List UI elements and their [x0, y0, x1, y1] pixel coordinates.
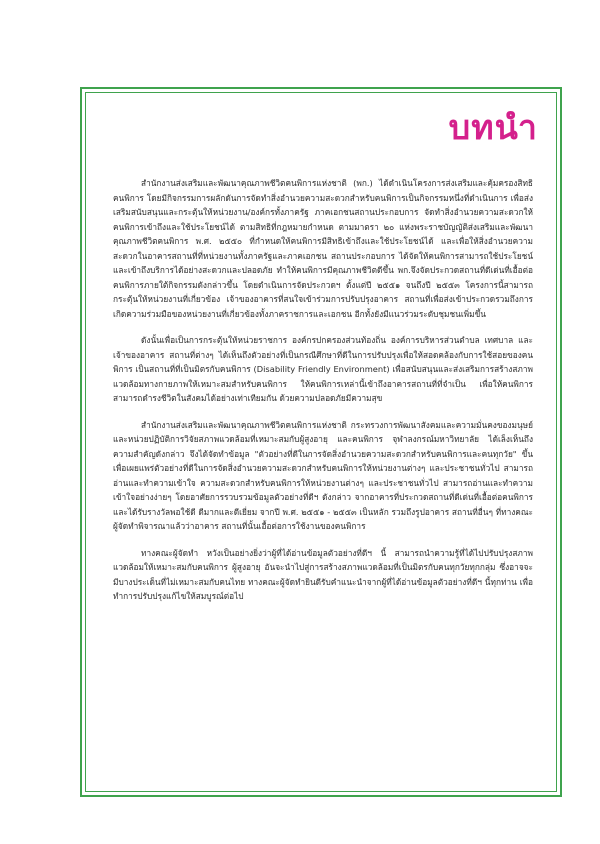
- paragraph-4: ทางคณะผู้จัดทำ หวังเป็นอย่างยิ่งว่าผู้ที่ได้อ่านข้อมูลตัวอย่างที่ดีฯ นี้ สามารถนำความรู้ที่ได้ไปปรับปรุงสภาพแวดล้อมให้เหมาะสมกับคนพิการ ผู้สูงอายุ อันจะนำไปสู่การสร้างสภาพแวดล้อมที่เป็นมิตรกับคนทุกวัยทุกกลุ่ม ซึ่งอาจจะมีบางประเด็นที่ไม่เหมาะสมกับคนไทย ทางคณะผู้จัดทำยินดีรับคำแนะนำจากผู้ที่ได้อ่านข้อมูลตัวอย่างที่ดีฯ นี้ทุกท่าน เพื่อทำการปรับปรุงแก้ไขให้สมบูรณ์ต่อไป: [113, 547, 533, 601]
- page-title: บทนำ: [448, 108, 538, 148]
- paragraph-1: สำนักงานส่งเสริมและพัฒนาคุณภาพชีวิตคนพิการแห่งชาติ (พก.) ได้ดำเนินโครงการส่งเสริมและคุ้มครองสิทธิคนพิการ โดยมีกิจกรรมการผลักดันการจัดทำสิ่งอำนวยความสะดวกสำหรับคนพิการเป็นกิจกรรมหนึ่งที่ดำเนินการ เพื่อส่งเสริมสนับสนุนและกระตุ้นให้หน่วยงาน/องค์กรทั้งภาครัฐ ภาคเอกชนสถานประกอบการ จัดทำสิ่งอำนวยความสะดวกให้คนพิการเข้าถึงและใช้ประโยชน์ได้ ตามสิทธิที่กฎหมายกำหนด ตามมาตรา ๒๐ แห่งพระราชบัญญัติส่งเสริมและพัฒนาคุณภาพชีวิตคนพิการ พ.ศ. ๒๕๕๐ ที่กำหนดให้คนพิการมีสิทธิเข้าถึงและใช้ประโยชน์ได้ และเพื่อให้สิ่งอำนวยความสะดวกในอาคารสถานที่ที่หน่วยงานทั้งภาครัฐและภาคเอกชน สถานประกอบการ ได้จัดให้คนพิการสามารถใช้ประโยชน์และเข้าถึงบริการได้อย่างสะดวกและปลอดภัย ทำให้คนพิการมีคุณภาพชีวิตดีขึ้น พก.จึงจัดประกวดสถานที่ดีเด่นที่เอื้อต่อคนพิการภายใต้กิจกรรมดังกล่าวขึ้น โดยดำเนินการจัดประกวดฯ ตั้งแต่ปี ๒๕๕๑ จนถึงปี ๒๕๕๓ โครงการนี้สามารถกระตุ้นให้หน่วยงานที่เกี่ยวข้อง เจ้าของอาคารที่สนใจเข้าร่วมการปรับปรุงอาคาร สถานที่เพื่อส่งเข้าประกวดรวมถึงการเกิดความร่วมมือของหน่วยงานที่เกี่ยวข้องทั้งภาคราชการและเอกชน อีกทั้งยังมีแนวร่วมระดับชุมชนเพิ่มขึ้น: [113, 178, 533, 319]
- paragraph-3: สำนักงานส่งเสริมและพัฒนาคุณภาพชีวิตคนพิการแห่งชาติ กระทรวงการพัฒนาสังคมและความมั่นคงของมนุษย์ และหน่วยปฏิบัติการวิจัยสภาพแวดล้อมที่เหมาะสมกับผู้สูงอายุ และคนพิการ จุฬาลงกรณ์มหาวิทยาลัย ได้เล็งเห็นถึงความสำคัญดังกล่าว จึงได้จัดทำข้อมูล "ตัวอย่างที่ดีในการจัดสิ่งอำนวยความสะดวกสำหรับคนพิการและคนทุกวัย" ขึ้น เพื่อเผยแพร่ตัวอย่างที่ดีในการจัดสิ่งอำนวยความสะดวกสำหรับคนพิการให้หน่วยงานต่างๆ และประชาชนทั่วไป สามารถอ่านและทำความเข้าใจ ความสะดวกสำหรับคนพิการให้หน่วยงานต่างๆ และประชาชนทั่วไป สามารถอ่านและทำความเข้าใจอย่างง่ายๆ โดยอาศัยการรวบรวมข้อมูลตัวอย่างที่ดีฯ ดังกล่าว จากอาคารที่ประกวดสถานที่ดีเด่นที่เอื้อต่อคนพิการและได้รับรางวัลพอใช้ดี ดีมากและดีเยี่ยม จากปี พ.ศ. ๒๕๕๑ - ๒๕๕๓ เป็นหลัก รวมถึงรูปอาคาร สถานที่อื่นๆ ที่ทางคณะผู้จัดทำพิจารณาแล้วว่าอาคาร สถานที่นั้นเอื้อต่อการใช้งานของคนพิการ: [113, 419, 533, 531]
- paragraph-2: ดังนั้นเพื่อเป็นการกระตุ้นให้หน่วยราชการ องค์กรปกครองส่วนท้องถิ่น องค์การบริหารส่วนตำบล เทศบาล และเจ้าของอาคาร สถานที่ต่างๆ ได้เห็นถึงตัวอย่างที่เป็นกรณีศึกษาที่ดีในการปรับปรุงเพื่อให้สอดคล้องกับการใช้สอยของคนพิการ เป็นสถานที่ที่เป็นมิตรกับคนพิการ (Disability Friendly Environment) เพื่อสนับสนุนและส่งเสริมการสร้างสภาพแวดล้อมทางกายภาพให้เหมาะสมสำหรับคนพิการ ให้คนพิการเหล่านี้เข้าถึงอาคารสถานที่ที่จำเป็น เพื่อให้คนพิการสามารถดำรงชีวิตในสังคมได้อย่างเท่าเทียมกัน ด้วยความปลอดภัยมีความสุข: [113, 335, 533, 403]
- body-text: [113, 176, 533, 616]
